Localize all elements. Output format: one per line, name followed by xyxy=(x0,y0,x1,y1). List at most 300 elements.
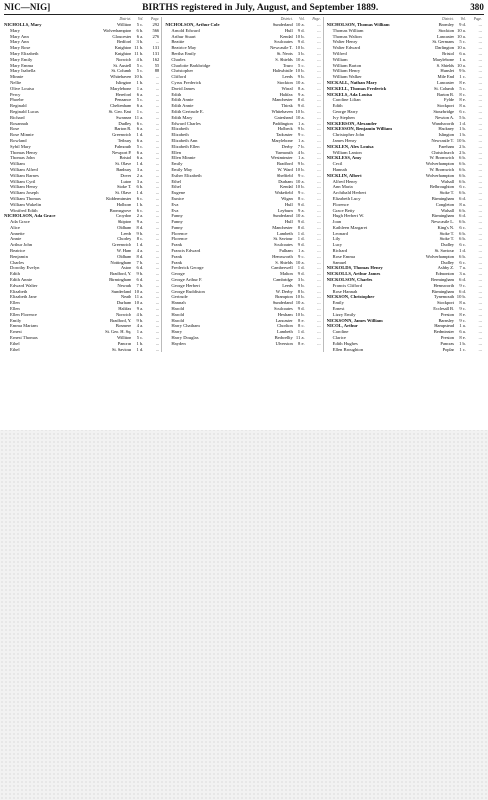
entry-volume: 8 c. xyxy=(298,323,305,329)
entry-volume: 10 b. xyxy=(456,294,466,300)
entry-district: Hexham xyxy=(277,311,293,317)
entry-page: ... xyxy=(317,219,321,225)
entry-district: Bosmere xyxy=(115,323,132,329)
entry-district: Camberwell xyxy=(271,265,293,271)
entry-name: Dorothy Evelyn xyxy=(10,265,40,271)
register-entry xyxy=(165,341,320,347)
entry-volume: 1 d. xyxy=(136,346,144,352)
entry-page: ... xyxy=(478,282,482,288)
entry-volume: 9 c. xyxy=(298,132,305,138)
entry-district: Stoke T. xyxy=(439,236,454,242)
entry-page: ... xyxy=(155,85,160,91)
entry-district: Durham xyxy=(116,300,132,306)
entry-page: 162 xyxy=(152,56,160,62)
entry-district: Chorlton xyxy=(277,323,293,329)
entry-page: ... xyxy=(478,22,482,27)
entry-district: Falmouth xyxy=(114,143,132,149)
entry-page: ... xyxy=(155,329,160,335)
entry-district: Bedford xyxy=(116,39,132,45)
entry-volume: 10 b. xyxy=(295,68,305,74)
entry-volume: 1 a. xyxy=(136,329,144,335)
entry-volume: 1 c. xyxy=(459,74,466,80)
entry-volume: 9 d. xyxy=(459,22,466,27)
entry-volume: 5 c. xyxy=(136,335,144,341)
entry-volume: 11 b. xyxy=(134,50,144,56)
entry-page: ... xyxy=(478,39,482,45)
entry-district: Sunderland xyxy=(272,22,293,27)
entry-volume: 6 c. xyxy=(459,259,466,265)
entry-page: ... xyxy=(478,161,482,167)
entry-district: Sunderland xyxy=(272,213,293,219)
entry-volume: 8 b. xyxy=(297,288,305,294)
entry-page: ... xyxy=(317,230,321,236)
entry-name: NICOL, Arthur xyxy=(326,323,358,329)
entry-volume: 8 a. xyxy=(459,300,466,306)
entry-volume: 9 d. xyxy=(297,306,305,312)
entry-name: Richard xyxy=(10,114,25,120)
entry-volume: 1 d. xyxy=(297,230,305,236)
entry-district: Barton R. xyxy=(114,126,132,132)
entry-name: Christopher xyxy=(171,68,194,74)
entry-name: Edith xyxy=(10,271,20,277)
entry-page: ... xyxy=(155,346,160,352)
entry-page: ... xyxy=(317,195,321,201)
entry-volume: 1 d. xyxy=(136,161,144,167)
entry-name: Reginald Lucas xyxy=(10,108,39,114)
entry-volume: 6 b. xyxy=(459,172,466,178)
entry-district: Skipton xyxy=(117,219,132,225)
entry-name: Hayden xyxy=(171,340,186,346)
entry-district: Lambeth xyxy=(277,230,293,236)
entry-page: ... xyxy=(317,248,321,254)
entry-volume: 10 a. xyxy=(295,79,305,85)
entry-volume: 10 a. xyxy=(295,56,305,62)
entry-district: Tynemouth xyxy=(434,294,454,300)
entry-page: ... xyxy=(478,103,482,109)
entry-volume: 9 d. xyxy=(297,39,305,45)
entry-district: Dudley xyxy=(441,259,454,265)
entry-district: Holborn xyxy=(116,201,132,207)
entry-name: Elizabeth xyxy=(171,132,189,138)
entry-district: Dudley xyxy=(118,120,132,126)
entry-district: Stoke T. xyxy=(439,230,454,236)
entry-name: George Herbert xyxy=(171,282,200,288)
entry-page: ... xyxy=(317,108,321,114)
entry-name: William Barton xyxy=(332,62,362,68)
entry-page: ... xyxy=(317,22,321,27)
entry-page: ... xyxy=(155,230,160,236)
entry-volume: 2 b. xyxy=(459,149,466,155)
entry-volume: 9 b. xyxy=(297,126,305,132)
entry-page: ... xyxy=(155,74,160,80)
entry-volume: 8 e. xyxy=(298,340,305,346)
entry-name: Christopher John xyxy=(332,132,365,138)
entry-page: 566 xyxy=(152,27,160,33)
entry-volume: 6 b. xyxy=(136,184,144,190)
entry-district: Stockton xyxy=(438,27,454,33)
entry-page: ... xyxy=(478,230,482,236)
entry-page: ... xyxy=(155,259,160,265)
entry-district: Sunderland xyxy=(111,288,132,294)
entry-name: Hugh Herbert W. xyxy=(332,213,365,219)
entry-name: Phoebe xyxy=(10,97,24,103)
entry-page: ... xyxy=(317,27,321,33)
entry-page: 276 xyxy=(152,33,160,39)
entry-district: Preston xyxy=(440,335,454,341)
entry-volume: 10 a. xyxy=(457,27,466,33)
entry-name: Joan xyxy=(332,219,342,225)
entry-volume: 6 b. xyxy=(459,190,466,196)
entry-name: NICHOLSON, Ada Grace xyxy=(4,213,56,219)
entry-page: ... xyxy=(478,265,482,271)
entry-volume: 6 c. xyxy=(459,224,466,230)
entry-volume: 9 b. xyxy=(297,161,305,167)
entry-name: Florence xyxy=(332,201,349,207)
entry-name: Edith xyxy=(332,103,343,109)
entry-district: Newcastle T. xyxy=(431,137,454,143)
entry-volume: 10 b. xyxy=(295,108,305,114)
entry-district: Hampstead xyxy=(434,323,454,329)
entry-name: NICKERSON, Alexander xyxy=(326,120,377,126)
entry-volume: 9 b. xyxy=(136,317,144,323)
entry-volume: 6 a. xyxy=(136,155,144,161)
entry-name: Elizabeth xyxy=(10,288,28,294)
entry-name: Edith Annie xyxy=(171,97,194,103)
entry-volume: 1 d. xyxy=(297,236,305,242)
entry-page: ... xyxy=(155,213,160,219)
entry-page: ... xyxy=(478,126,482,132)
entry-page: ... xyxy=(317,294,321,300)
entry-name: Hannah xyxy=(332,166,347,172)
entry-volume: 9 b. xyxy=(459,68,466,74)
entry-name: Harold xyxy=(171,317,185,323)
entry-volume: 6 c. xyxy=(136,195,144,201)
entry-page: ... xyxy=(317,155,321,161)
entry-volume: 6 a. xyxy=(136,91,144,97)
entry-page: ... xyxy=(317,33,321,39)
column-header-district: District. xyxy=(280,17,293,21)
entry-district: Marylebone xyxy=(271,137,293,143)
entry-district: Fareham xyxy=(438,143,454,149)
entry-name: Frank xyxy=(171,242,183,248)
entry-page: ... xyxy=(478,137,482,143)
entry-page: ... xyxy=(478,248,482,254)
entry-district: Walsall xyxy=(441,178,454,184)
column-header-vol: Vol. xyxy=(137,17,144,21)
entry-district: Newark xyxy=(117,282,132,288)
entry-page: ... xyxy=(317,178,321,184)
entry-district: Stourbridge xyxy=(433,108,454,114)
entry-district: Ecclesall B. xyxy=(433,306,454,312)
entry-volume: 9 c. xyxy=(298,190,305,196)
entry-name: William Henry xyxy=(332,68,361,74)
entry-volume: 6 d. xyxy=(136,277,144,283)
entry-page: ... xyxy=(155,340,160,346)
entry-volume: 10 a. xyxy=(295,22,305,27)
entry-volume: 9 b. xyxy=(297,74,305,80)
entry-page: ... xyxy=(317,265,321,271)
entry-district: Knighton xyxy=(114,45,132,51)
entry-name: NICHOLSON, Thomas William xyxy=(326,22,390,27)
entry-district: Knighton xyxy=(114,50,132,56)
entry-name: William Alfred xyxy=(10,166,38,172)
entry-district: Leeds xyxy=(282,282,293,288)
entry-volume: 6 b. xyxy=(459,166,466,172)
entry-district: Whitehaven xyxy=(110,74,132,80)
entry-district: Gloucester xyxy=(112,33,132,39)
entry-page: ... xyxy=(317,137,321,143)
entry-name: Harold xyxy=(171,306,185,312)
entry-name: Florence xyxy=(171,236,188,242)
entry-district: Walsall xyxy=(441,207,454,213)
entry-page: ... xyxy=(317,329,321,335)
entry-page: ... xyxy=(478,68,482,74)
entry-name: William Wakelin xyxy=(10,201,42,207)
entry-name: Elizabeth Ellen xyxy=(171,143,200,149)
entry-district: Darlington xyxy=(435,45,454,51)
entry-page: ... xyxy=(155,306,160,312)
entry-district: St. Saviour xyxy=(112,346,132,352)
entry-name: Percy xyxy=(10,91,21,97)
entry-district: Brampton xyxy=(275,294,293,300)
entry-volume: 1 a. xyxy=(459,323,466,329)
entry-district: Wolverhampton xyxy=(425,172,454,178)
entry-district: Greenwich xyxy=(112,132,132,138)
entry-page: ... xyxy=(317,85,321,91)
entry-volume: 10 a. xyxy=(295,213,305,219)
entry-district: Whitehaven xyxy=(271,108,293,114)
entry-name: Gertrude xyxy=(171,294,188,300)
entry-name: Edith Annie xyxy=(171,103,194,109)
entry-name: Grace Betty xyxy=(332,207,355,213)
entry-page: ... xyxy=(155,277,160,283)
entry-volume: 3 a. xyxy=(136,178,144,184)
entry-volume: 9 a. xyxy=(136,219,144,225)
entry-district: Ashby Z. xyxy=(437,265,454,271)
entry-name: Ethel xyxy=(10,346,20,352)
entry-name: George Ruddiston xyxy=(171,288,205,294)
entry-district: Haltwhistle xyxy=(272,68,293,74)
entry-district: Nottingham xyxy=(110,259,132,265)
entry-name: NICKLEN, Alex Louisa xyxy=(326,143,374,149)
register-column-2 xyxy=(165,17,323,352)
entry-page: ... xyxy=(317,132,321,138)
entry-page: ... xyxy=(317,190,321,196)
entry-name: William Henry xyxy=(10,184,38,190)
entry-name: Frank xyxy=(171,253,183,259)
entry-volume: 8 d. xyxy=(297,224,305,230)
entry-page: ... xyxy=(317,97,321,103)
entry-page: ... xyxy=(155,172,160,178)
entry-page: ... xyxy=(155,132,160,138)
entry-page: ... xyxy=(155,120,160,126)
entry-page: ... xyxy=(317,207,321,213)
entry-name: William xyxy=(332,56,348,62)
entry-district: Stockton xyxy=(277,79,293,85)
entry-volume: 1 c. xyxy=(136,108,144,114)
entry-volume: 9 d. xyxy=(297,242,305,248)
entry-name: Walter Edward xyxy=(332,45,361,51)
entry-district: Barnsley xyxy=(438,317,454,323)
entry-district: Wirral xyxy=(281,85,293,91)
entry-district: Derby xyxy=(281,143,293,149)
entry-volume: 5 b. xyxy=(459,114,466,120)
entry-volume: 10 a. xyxy=(457,45,466,51)
entry-volume: 10 a. xyxy=(457,33,466,39)
entry-page: ... xyxy=(155,178,160,184)
entry-district: Leeds xyxy=(120,230,132,236)
entry-district: Aston xyxy=(120,265,132,271)
entry-district: St. Austell xyxy=(113,62,132,68)
entry-page: 131 xyxy=(152,50,160,56)
entry-district: Stoke T. xyxy=(439,190,454,196)
entry-district: Stoke T. xyxy=(116,184,132,190)
entry-page: ... xyxy=(155,97,160,103)
entry-district: Penzance xyxy=(114,97,132,103)
entry-name: Cecil xyxy=(332,161,343,167)
entry-district: Croydon xyxy=(115,213,132,219)
entry-page: ... xyxy=(317,114,321,120)
entry-page: ... xyxy=(478,306,482,312)
entry-page: ... xyxy=(317,306,321,312)
entry-page: ... xyxy=(155,195,160,201)
entry-page: ... xyxy=(155,294,160,300)
entry-name: Charles xyxy=(10,259,25,265)
entry-page: ... xyxy=(478,50,482,56)
entry-name: Mary Emma xyxy=(10,62,34,68)
entry-volume: 5 c. xyxy=(136,68,144,74)
entry-name: Richard xyxy=(332,248,348,254)
entry-page: ... xyxy=(317,311,321,317)
entry-name: Emma Mariam xyxy=(10,323,38,329)
entry-page: ... xyxy=(478,259,482,265)
entry-district: Marylebone xyxy=(432,56,454,62)
entry-name: Olive Louisa xyxy=(10,85,34,91)
entry-name: Rosannah xyxy=(10,120,29,126)
entry-page: ... xyxy=(478,271,482,277)
entry-name: NICKELS, Ada Louisa xyxy=(326,91,372,97)
entry-district: Dover xyxy=(120,172,132,178)
entry-name: William Barnes xyxy=(10,172,39,178)
entry-district: Kendal xyxy=(279,184,293,190)
entry-district: Kidderminster xyxy=(106,195,132,201)
entry-district: St. Geo. H. Sq. xyxy=(105,329,132,335)
entry-name: Mary Ann xyxy=(10,39,29,45)
entry-name: Bertha Emily xyxy=(171,50,196,56)
entry-name: Beatrice May xyxy=(171,45,197,51)
entry-district: Lancaster xyxy=(437,33,454,39)
entry-volume: 9 a. xyxy=(298,207,305,213)
entry-volume: 10 b. xyxy=(295,166,305,172)
entry-page: ... xyxy=(155,143,160,149)
entry-name: NICKLIN, Albert xyxy=(326,172,362,178)
entry-volume: 6 d. xyxy=(459,213,466,219)
entry-volume: 1 d. xyxy=(297,265,305,271)
entry-volume: 6 b. xyxy=(136,27,144,33)
entry-page: ... xyxy=(155,190,160,196)
entry-district: Sculcoates xyxy=(274,242,293,248)
entry-district: Manchester xyxy=(272,97,293,103)
entry-volume: 6 c. xyxy=(136,120,144,126)
entry-district: Holbeck xyxy=(277,126,293,132)
entry-volume: 6 a. xyxy=(136,103,144,109)
entry-volume: 9 a. xyxy=(136,306,144,312)
entry-name: Ellen Florence xyxy=(10,311,37,317)
entry-volume: 3 b. xyxy=(297,50,305,56)
entry-district: Tadcaster xyxy=(276,132,293,138)
entry-page: ... xyxy=(317,50,321,56)
entry-volume: 9 c. xyxy=(298,253,305,259)
entry-name: Harry Douglas xyxy=(171,335,199,341)
entry-name: Ethel xyxy=(171,178,182,184)
entry-volume: 6 d. xyxy=(459,277,466,283)
entry-name: Edith Mary xyxy=(171,114,193,120)
entry-volume: 6 a. xyxy=(459,329,466,335)
entry-volume: 11 a. xyxy=(134,114,144,120)
entry-volume: 1 d. xyxy=(459,120,466,126)
entry-name: Ethel xyxy=(10,340,20,346)
entry-page: ... xyxy=(478,317,482,323)
entry-page: ... xyxy=(478,62,482,68)
entry-page: ... xyxy=(478,219,482,225)
entry-name: Eva xyxy=(171,207,179,213)
entry-page: ... xyxy=(317,68,321,74)
entry-district: Birmingham xyxy=(431,213,454,219)
entry-page: ... xyxy=(155,219,160,225)
entry-volume: 6 b. xyxy=(459,178,466,184)
entry-district: W. Derby xyxy=(275,288,293,294)
register-entry xyxy=(327,347,482,353)
entry-page: ... xyxy=(317,39,321,45)
entry-district: Fylde xyxy=(444,97,454,103)
entry-name: Cyrus Frederick xyxy=(171,79,202,85)
entry-name: Elizabeth Lucy xyxy=(332,195,361,201)
entry-district: Chorley xyxy=(117,236,132,242)
entry-page: ... xyxy=(317,126,321,132)
entry-name: Emily xyxy=(171,161,183,167)
entry-page: ... xyxy=(155,271,160,277)
entry-volume: 5 c. xyxy=(136,62,144,68)
entry-district: Marylebone xyxy=(110,85,132,91)
entry-volume: 10 a. xyxy=(134,288,144,294)
entry-district: St. Saviour xyxy=(434,248,454,254)
entry-district: Newport P. xyxy=(111,149,132,155)
entry-page: ... xyxy=(155,161,160,167)
entry-district: Sculcoates xyxy=(274,39,293,45)
entry-name: Ellen xyxy=(10,300,20,306)
entry-name: NICKSONN, James William xyxy=(326,317,383,323)
entry-district: St. Olave xyxy=(115,161,132,167)
entry-name: Wilfred xyxy=(332,50,347,56)
entry-page: ... xyxy=(478,132,482,138)
entry-name: Mary Ann xyxy=(10,33,29,39)
entry-volume: 4 b. xyxy=(136,311,144,317)
entry-district: Islington xyxy=(115,79,132,85)
entry-volume: 3 a. xyxy=(459,271,466,277)
entry-volume: 3 b. xyxy=(297,277,305,283)
entry-page: ... xyxy=(478,56,482,62)
entry-volume: 1 a. xyxy=(298,120,305,126)
entry-page: 55 xyxy=(154,62,160,68)
entry-district: Birmingham xyxy=(431,288,454,294)
entry-district: Cambridge xyxy=(273,277,293,283)
entry-name: Annie xyxy=(10,236,22,242)
entry-volume: 7 a. xyxy=(459,265,466,271)
entry-volume: 7 b. xyxy=(136,259,144,265)
entry-volume: 11 a. xyxy=(134,294,144,300)
entry-district: Bradford, Y. xyxy=(109,271,132,277)
entry-name: Ernest xyxy=(10,329,22,335)
